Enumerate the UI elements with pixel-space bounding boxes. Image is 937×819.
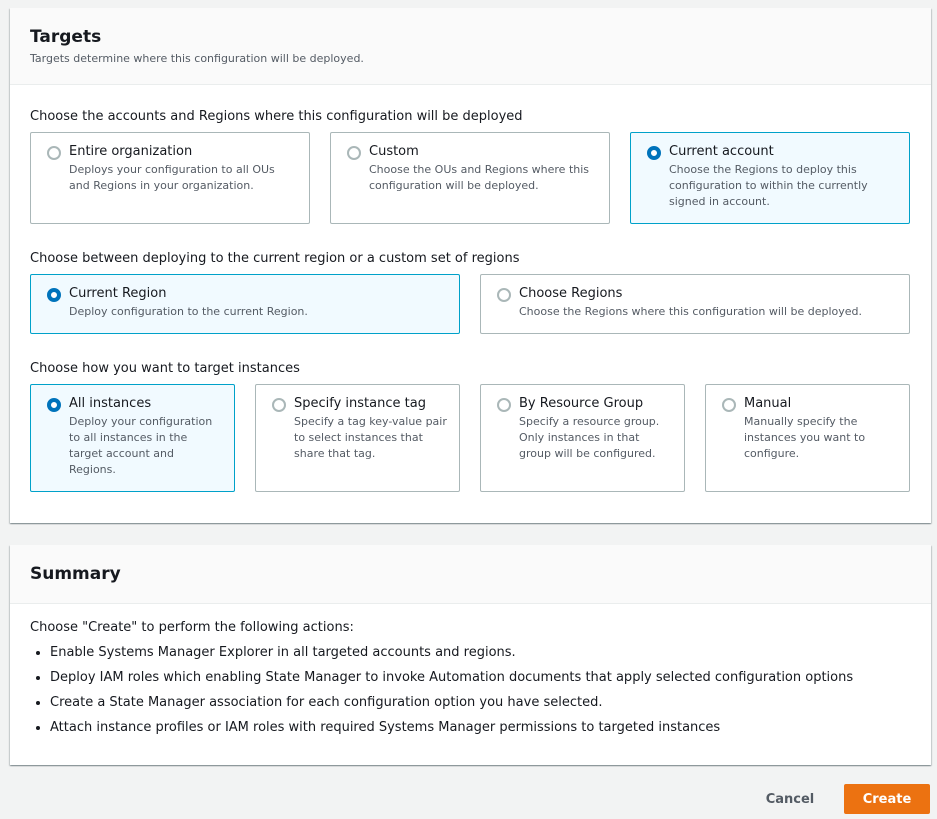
summary-item: • Enable Systems Manager Explorer in all targeted accounts and regions. <box>50 645 911 661</box>
option-label: Current Region <box>69 286 167 301</box>
summary-item: • Attach instance profiles or IAM roles with required Systems Manager permissions to targeted instances <box>50 720 911 736</box>
regions-group-label: Choose between deploying to the current region or a custom set of regions <box>30 251 520 266</box>
option-specify-instance-tag[interactable] <box>255 384 460 492</box>
summary-header <box>10 545 931 604</box>
option-label: Specify instance tag <box>294 396 426 411</box>
option-description: Deploy configuration to the current Region. <box>69 305 308 318</box>
summary-item: • Create a State Manager association for each configuration option you have selected. <box>50 695 911 711</box>
option-description: Specify a tag key-value pair to select instances that share that tag. <box>294 415 447 460</box>
targets-header <box>10 8 931 85</box>
targets-description: Targets determine where this configuration will be deployed. <box>30 52 364 65</box>
summary-title: Summary <box>30 564 121 584</box>
summary-list <box>30 645 911 736</box>
summary-intro: Choose "Create" to perform the following actions: <box>30 620 354 635</box>
option-entire-organization[interactable] <box>30 132 310 224</box>
option-all-instances[interactable] <box>30 384 235 492</box>
option-label: Manual <box>744 396 792 411</box>
option-description: Choose the OUs and Regions where this configuration will be deployed. <box>369 163 590 192</box>
option-current-region[interactable] <box>30 274 460 334</box>
option-label: All instances <box>69 396 152 411</box>
targets-title: Targets <box>30 27 102 47</box>
instances-group-label: Choose how you want to target instances <box>30 361 300 376</box>
option-label: Custom <box>369 144 419 159</box>
option-description: Specify a resource group. Only instances in that group will be configured. <box>519 415 660 460</box>
option-label: Choose Regions <box>519 286 623 301</box>
radio-entire-organization[interactable] <box>47 146 61 160</box>
option-label: By Resource Group <box>519 396 644 411</box>
radio-choose-regions[interactable] <box>497 288 511 302</box>
radio-manual[interactable] <box>722 398 736 412</box>
option-label: Current account <box>669 144 774 159</box>
radio-current-region[interactable] <box>47 288 61 302</box>
summary-item: • Deploy IAM roles which enabling State Manager to invoke Automation documents that apply selected configuration options <box>50 670 911 686</box>
accounts-group-label: Choose the accounts and Regions where this configuration will be deployed <box>30 109 523 124</box>
radio-all-instances[interactable] <box>47 398 61 412</box>
option-description: Deploys your configuration to all OUs and Regions in your organization. <box>69 163 275 192</box>
option-manual[interactable] <box>705 384 910 492</box>
option-label: Entire organization <box>69 144 193 159</box>
radio-current-account[interactable] <box>647 146 661 160</box>
radio-custom[interactable] <box>347 146 361 160</box>
targets-panel <box>10 8 931 523</box>
option-description: Deploy your configuration to all instances in the target account and Regions. <box>69 415 213 476</box>
summary-panel <box>10 545 931 765</box>
create-button[interactable]: Create <box>844 784 930 814</box>
cancel-button[interactable]: Cancel <box>754 784 826 814</box>
radio-by-resource-group[interactable] <box>497 398 511 412</box>
summary-body <box>10 604 931 736</box>
radio-specify-instance-tag[interactable] <box>272 398 286 412</box>
option-current-account[interactable] <box>630 132 910 224</box>
option-custom[interactable] <box>330 132 610 224</box>
option-by-resource-group[interactable] <box>480 384 685 492</box>
option-description: Choose the Regions where this configuration will be deployed. <box>519 305 863 318</box>
option-description: Manually specify the instances you want to configure. <box>744 415 866 460</box>
option-choose-regions[interactable] <box>480 274 910 334</box>
option-description: Choose the Regions to deploy this configuration to within the currently signed in account. <box>669 163 868 208</box>
